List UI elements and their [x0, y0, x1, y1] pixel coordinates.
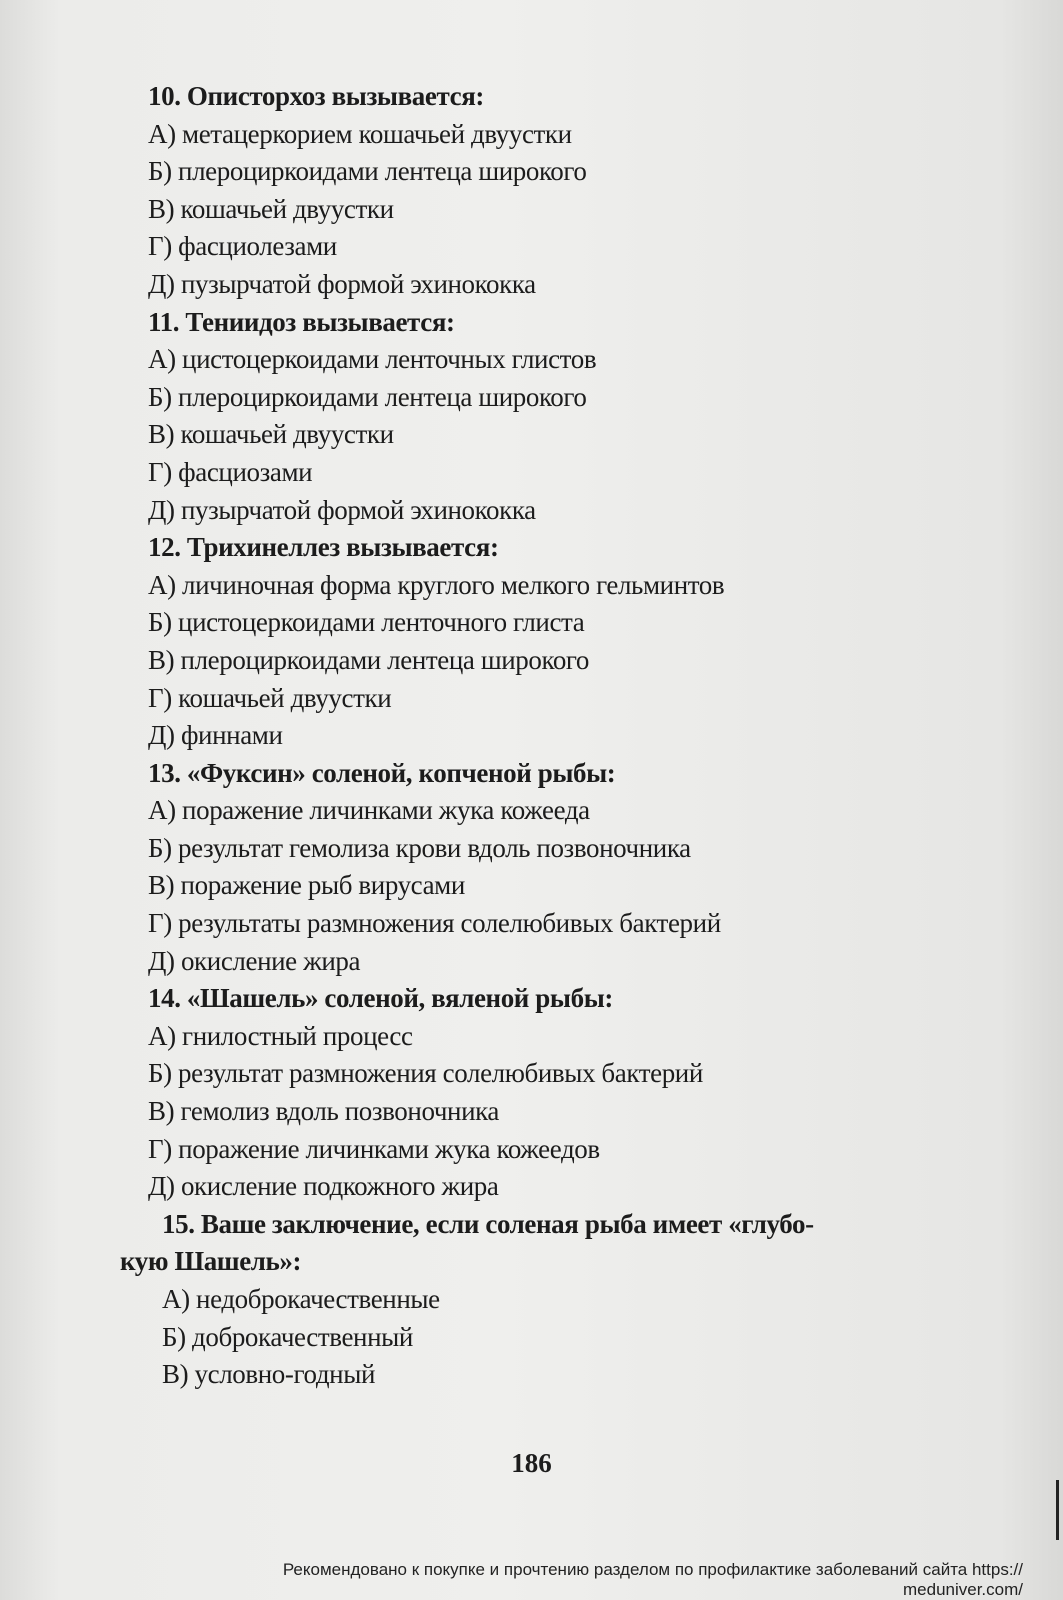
answer-option: В) гемолиз вдоль позвоночника	[148, 1096, 500, 1127]
answer-option: Г) результаты размножения солелюбивых бактерий	[148, 908, 721, 939]
answer-option: В) поражение рыб вирусами	[148, 870, 465, 901]
question-title: 13. «Фуксин» соленой, копченой рыбы:	[148, 757, 616, 788]
answer-option: Г) кошачьей двуустки	[148, 682, 392, 713]
answer-option: Г) фасциозами	[148, 456, 313, 487]
answer-option: Г) фасциолезами	[148, 231, 337, 262]
answer-option: В) кошачьей двуустки	[148, 419, 394, 450]
question-title: 14. «Шашель» соленой, вяленой рыбы:	[148, 983, 613, 1014]
answer-option: Д) пузырчатой формой эхинококка	[148, 494, 536, 525]
answer-option: В) плероциркоидами лентеца широкого	[148, 644, 590, 675]
answer-option: Б) цистоцеркоидами ленточного глиста	[148, 607, 585, 638]
footer-line-1: Рекомендовано к покупке и прочтению разделом по профилактике заболеваний сайта https://	[282, 1560, 1023, 1579]
answer-option: Д) пузырчатой формой эхинококка	[148, 268, 536, 299]
question-title: 12. Трихинеллез вызывается:	[148, 532, 499, 563]
answer-option: В) условно-годный	[162, 1359, 375, 1390]
answer-option: Б) результат гемолиза крови вдоль позвоночника	[148, 832, 691, 863]
answer-option: А) гнилостный процесс	[148, 1020, 413, 1051]
question-13	[148, 755, 938, 981]
answer-option: Б) плероциркоидами лентеца широкого	[148, 156, 587, 187]
question-10	[148, 78, 938, 304]
question-title	[120, 1206, 938, 1281]
scan-edge-mark	[1056, 1480, 1059, 1540]
question-11	[148, 304, 938, 530]
answer-option: В) кошачьей двуустки	[148, 193, 394, 224]
answer-option: Д) окисление подкожного жира	[148, 1171, 499, 1202]
answer-option: Г) поражение личинками жука кожеедов	[148, 1133, 600, 1164]
question-12	[148, 529, 938, 755]
answer-option: А) недоброкачественные	[162, 1284, 440, 1314]
page-number: 186	[511, 1448, 552, 1478]
answer-option: Б) плероциркоидами лентеца широкого	[148, 381, 587, 412]
answer-option: Д) финнами	[148, 720, 283, 751]
answer-option: А) цистоцеркоидами ленточных глистов	[148, 344, 597, 375]
question-title: 11. Тениидоз вызывается:	[148, 306, 455, 337]
question-14	[148, 980, 938, 1206]
answer-option: А) личиночная форма круглого мелкого гельминтов	[148, 569, 725, 600]
answer-option: Б) результат размножения солелюбивых бактерий	[148, 1058, 703, 1089]
quiz-content	[120, 78, 938, 1394]
answer-option: А) метацеркорием кошачьей двуустки	[148, 118, 572, 149]
footer-line-2: meduniver.com/	[903, 1580, 1023, 1599]
answer-option: Д) окисление жира	[148, 945, 361, 976]
answer-option: А) поражение личинками жука кожееда	[148, 795, 590, 826]
question-title-line-1: 15. Ваше заключение, если соленая рыба имеет «глубо-	[162, 1208, 814, 1239]
question-15	[120, 1206, 938, 1394]
footer-note	[123, 1560, 1023, 1600]
question-title: 10. Описторхоз вызывается:	[148, 81, 485, 111]
answer-option: Б) доброкачественный	[162, 1321, 413, 1352]
question-title-line-2: кую Шашель»:	[120, 1246, 302, 1277]
